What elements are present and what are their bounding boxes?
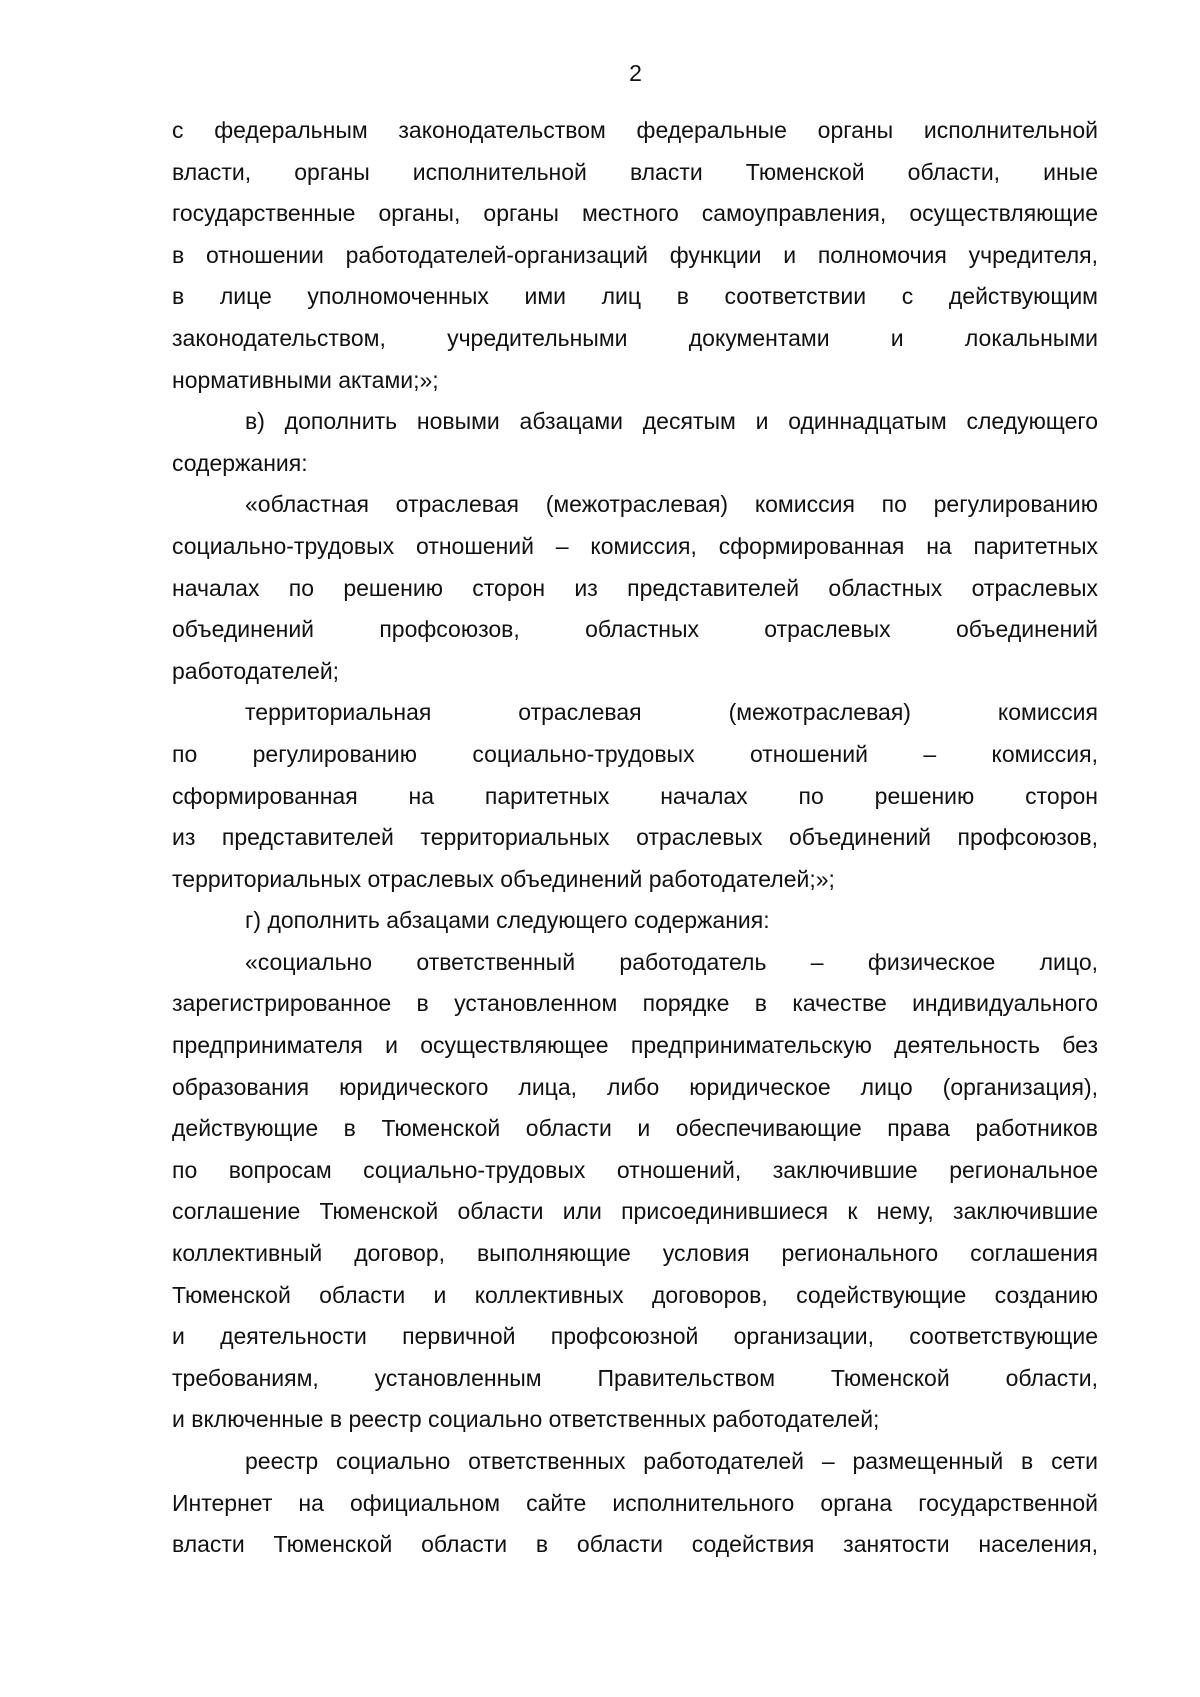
document-line: объединений профсоюзов, областных отраслевых объединений [172,616,1098,643]
document-line: в отношении работодателей-организаций функции и полномочия учредителя, [172,241,1098,268]
document-line: образования юридического лица, либо юридическое лицо (организация), [172,1073,1098,1100]
document-line: г) дополнить абзацами следующего содержания: [245,907,770,934]
document-line: с федеральным законодательством федеральные органы исполнительной [172,117,1098,143]
document-line: сформированная на паритетных началах по решению сторон [172,782,1098,809]
document-line: по регулированию социально-трудовых отношений – комиссия, [172,740,1098,767]
document-line: из представителей территориальных отраслевых объединений профсоюзов, [172,824,1098,851]
document-line: и деятельности первичной профсоюзной организации, соответствующие [172,1323,1098,1350]
document-line: началах по решению сторон из представителей областных отраслевых [172,574,1098,601]
document-line: социально-трудовых отношений – комиссия, сформированная на паритетных [172,532,1098,559]
document-line: коллективный договор, выполняющие условия регионального соглашения [172,1240,1098,1267]
document-line: Тюменской области и коллективных договоров, содействующие созданию [172,1281,1098,1308]
document-line: реестр социально ответственных работодателей – размещенный в сети [245,1448,1098,1474]
document-line: Интернет на официальном сайте исполнительного органа государственной [172,1489,1098,1516]
document-line: территориальная отраслевая (межотраслевая) комиссия [245,699,1098,726]
document-line: территориальных отраслевых объединений работодателей;»; [172,865,835,892]
document-body [172,110,1098,1566]
page-number: 2 [629,60,642,86]
document-line: «областная отраслевая (межотраслевая) комиссия по регулированию [245,491,1098,518]
document-line: в) дополнить новыми абзацами десятым и одиннадцатым следующего [245,408,1098,435]
document-line: нормативными актами;»; [172,366,439,393]
document-line: в лице уполномоченных ими лиц в соответствии с действующим [172,283,1098,310]
document-line: содержания: [172,449,308,476]
document-line: действующие в Тюменской области и обеспечивающие права работников [172,1115,1098,1142]
document-line: зарегистрированное в установленном порядке в качестве индивидуального [172,990,1098,1017]
document-line: «социально ответственный работодатель – физическое лицо, [245,948,1098,975]
document-line: законодательством, учредительными документами и локальными [172,324,1098,351]
document-line: и включенные в реестр социально ответственных работодателей; [172,1406,880,1433]
document-line: соглашение Тюменской области или присоединившиеся к нему, заключившие [172,1198,1098,1225]
document-line: власти, органы исполнительной власти Тюменской области, иные [172,158,1098,185]
document-line: работодателей; [172,657,340,684]
document-line: по вопросам социально-трудовых отношений, заключившие региональное [172,1156,1098,1183]
document-line: власти Тюменской области в области содействия занятости населения, [172,1531,1098,1558]
document-line: требованиям, установленным Правительством Тюменской области, [172,1364,1098,1391]
document-line: предпринимателя и осуществляющее предпринимательскую деятельность без [172,1032,1098,1059]
document-line: государственные органы, органы местного самоуправления, осуществляющие [172,200,1098,227]
